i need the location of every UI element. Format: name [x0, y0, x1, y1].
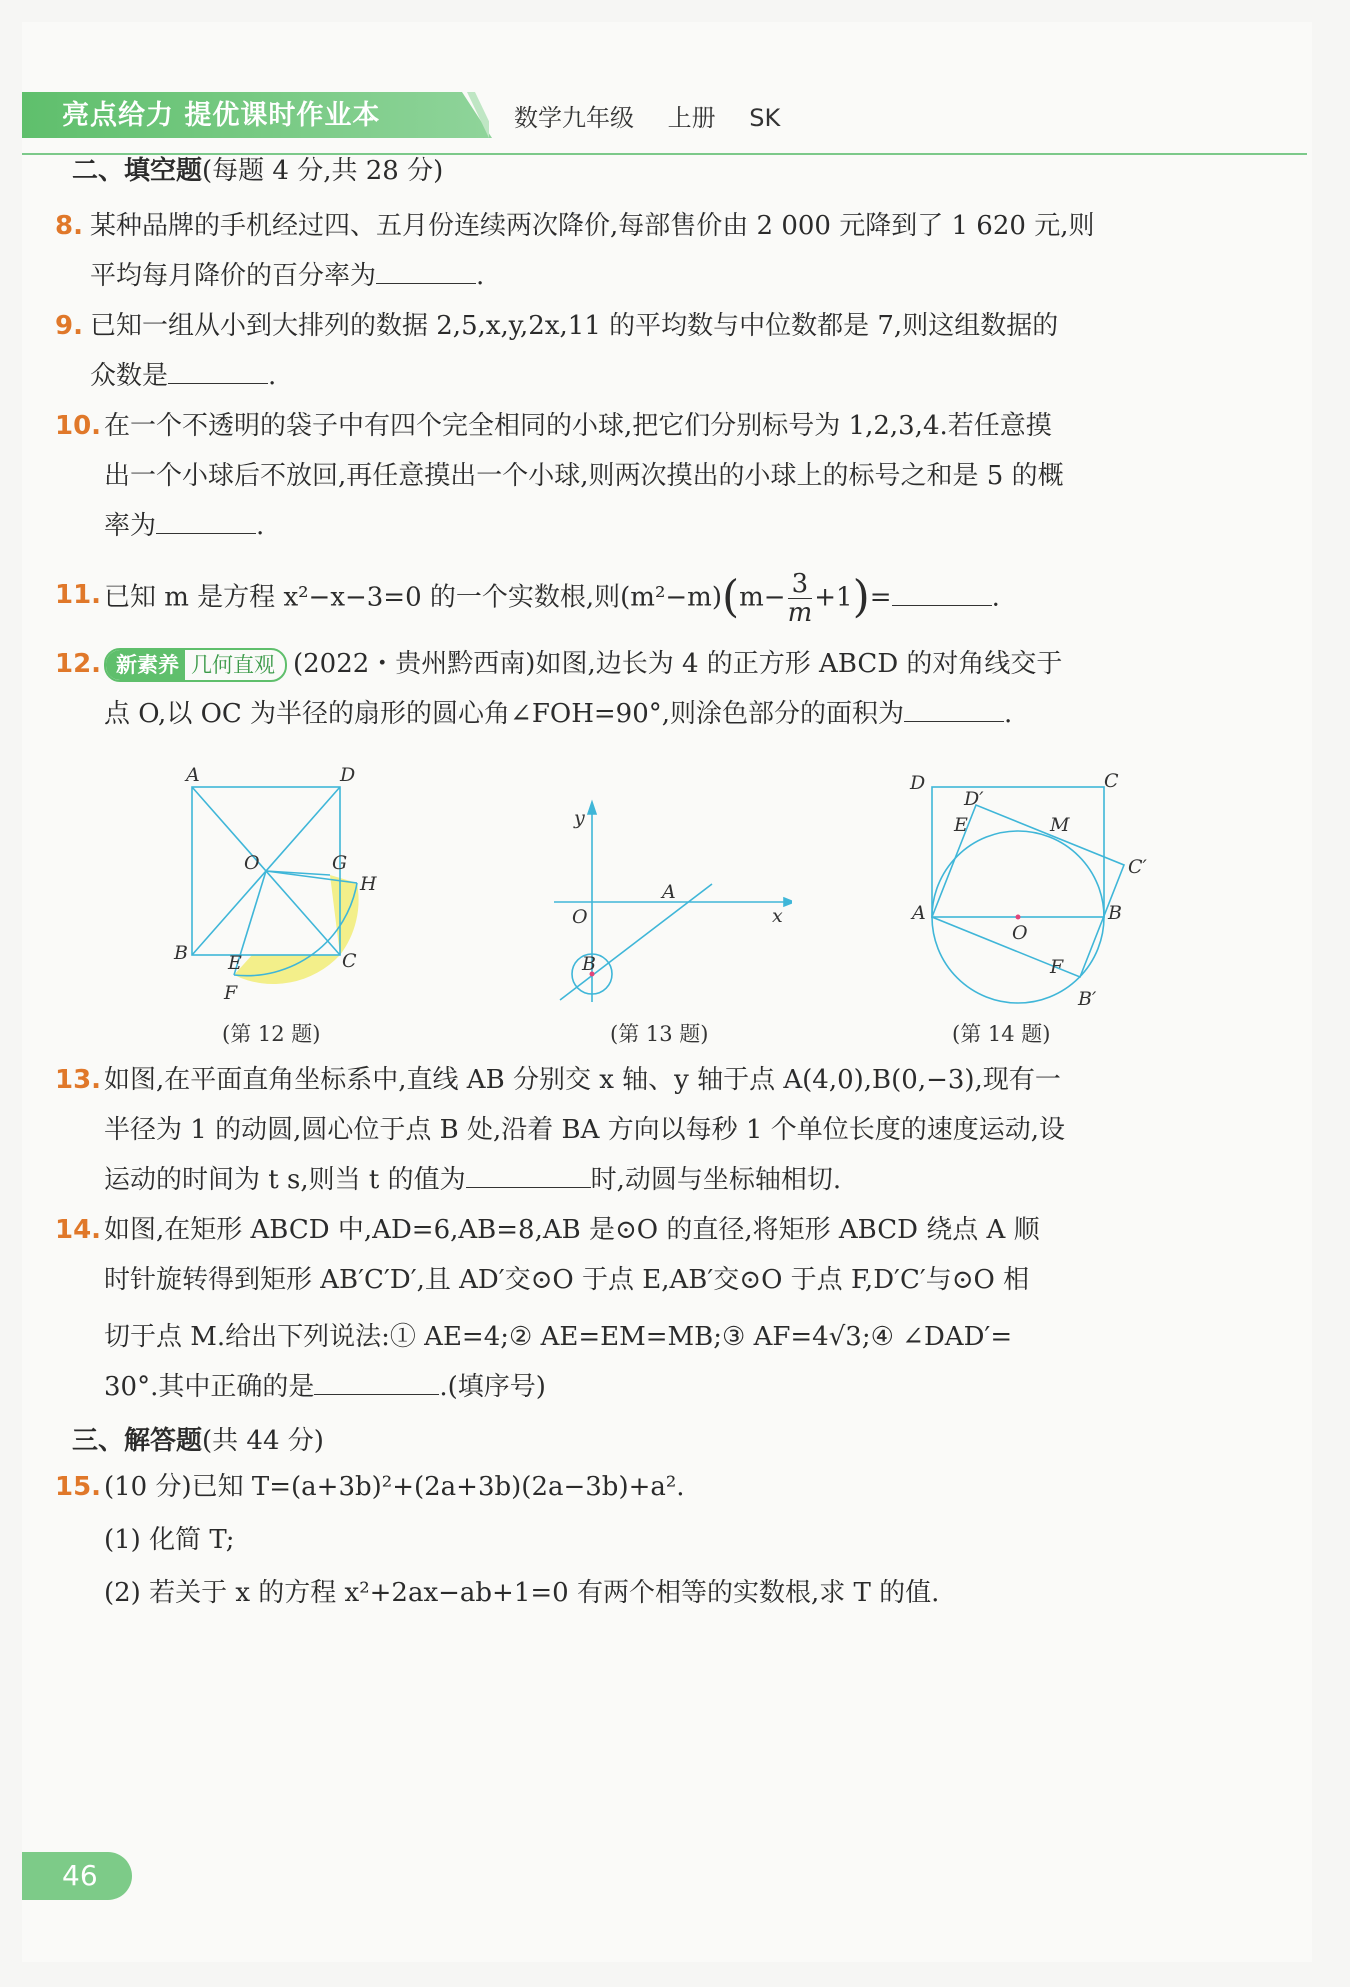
- question-10-line-3: [104, 501, 264, 551]
- question-13-text: 运动的时间为 t s,则当 t 的值为: [104, 1165, 466, 1195]
- label-f: F: [1050, 956, 1064, 978]
- question-15-part-2: (2) 若关于 x 的方程 x²+2ax−ab+1=0 有两个相等的实数根,求 T 的值.: [104, 1578, 940, 1608]
- page: [22, 22, 1312, 1962]
- question-14-line-2: 时针旋转得到矩形 AB′C′D′,且 AD′交⊙O 于点 E,AB′交⊙O 于点 F,D′C′与⊙O 相: [104, 1265, 1030, 1295]
- figure-13-caption: (第 13 题): [610, 1022, 709, 1046]
- label-a: A: [662, 881, 676, 903]
- label-x: x: [772, 905, 783, 927]
- figure-12-caption: (第 12 题): [222, 1022, 321, 1046]
- question-15-part-1: (1) 化简 T;: [104, 1525, 235, 1555]
- question-13-end: 时,动圆与坐标轴相切.: [590, 1165, 842, 1195]
- question-14-line-3: 切于点 M.给出下列说法:① AE=4;② AE=EM=MB;③ AF=4√3;④ ∠DAD′=: [104, 1322, 1013, 1352]
- question-15-number: 15.: [55, 1472, 102, 1502]
- volume-label: 上册: [667, 104, 716, 132]
- tag-secondary: 几何直观: [191, 653, 275, 677]
- section-2-heading: 二、填空题: [72, 156, 203, 186]
- label-b: B: [1108, 902, 1122, 924]
- question-11-pre: m−: [739, 582, 786, 613]
- point-o: [1016, 915, 1021, 920]
- answer-blank[interactable]: [466, 1157, 591, 1188]
- question-12-text-2: 点 O,以 OC 为半径的扇形的圆心角∠FOH=90°,则涂色部分的面积为: [104, 699, 905, 729]
- figure-14: [892, 747, 1152, 1012]
- figure-12: [172, 747, 442, 1007]
- question-14-number: 14.: [55, 1215, 102, 1245]
- question-9-line-2: [90, 351, 276, 401]
- question-12-line-2: [104, 689, 1012, 739]
- question-14-end: .(填序号): [439, 1372, 546, 1402]
- subject-label: 数学九年级: [514, 104, 634, 132]
- question-11-eq: =: [869, 582, 892, 613]
- label-o: O: [1012, 922, 1028, 944]
- question-8-end: .: [476, 261, 485, 291]
- question-14-line-1: 如图,在矩形 ABCD 中,AD=6,AB=8,AB 是⊙O 的直径,将矩形 ABCD 绕点 A 顺: [104, 1215, 1040, 1245]
- left-paren: (: [721, 571, 740, 623]
- page-number: 46: [62, 1859, 98, 1892]
- question-11-post: +1: [814, 582, 853, 613]
- label-o: O: [572, 906, 588, 928]
- label-h: H: [360, 873, 377, 895]
- label-b: B: [582, 953, 596, 975]
- answer-blank[interactable]: [892, 575, 992, 606]
- label-a: A: [186, 764, 200, 786]
- label-a: A: [912, 902, 926, 924]
- shaded-region-right: [330, 875, 359, 955]
- question-11-number: 11.: [55, 580, 102, 610]
- label-g: G: [332, 852, 348, 874]
- header-subject: [514, 100, 806, 136]
- label-o: O: [244, 852, 260, 874]
- answer-blank[interactable]: [168, 353, 268, 384]
- shaded-region-lower: [234, 955, 340, 984]
- question-13-number: 13.: [55, 1065, 102, 1095]
- answer-blank[interactable]: [904, 691, 1004, 722]
- y-axis-arrow: [588, 802, 596, 814]
- tag-primary: 新素养: [106, 650, 185, 680]
- answer-blank[interactable]: [376, 253, 476, 284]
- question-9-number: 9.: [55, 311, 83, 341]
- question-12-end: .: [1004, 699, 1013, 729]
- question-14-line-4: [104, 1362, 546, 1412]
- question-10-line-1: 在一个不透明的袋子中有四个完全相同的小球,把它们分别标号为 1,2,3,4.若任意摸: [104, 411, 1052, 441]
- label-b-prime: B′: [1078, 988, 1097, 1010]
- question-13-line-3: [104, 1155, 841, 1205]
- label-e: E: [954, 814, 968, 836]
- answer-blank[interactable]: [314, 1364, 439, 1395]
- question-12-number: 12.: [55, 649, 102, 679]
- question-14-text: 30°.其中正确的是: [104, 1372, 315, 1402]
- right-paren: ): [852, 571, 870, 623]
- label-c: C: [342, 950, 357, 972]
- label-m: M: [1050, 814, 1070, 836]
- question-8-line-1: 某种品牌的手机经过四、五月份连续两次降价,每部售价由 2 000 元降到了 1 620 元,则: [90, 211, 1095, 241]
- section-3-heading: 三、解答题: [72, 1426, 203, 1456]
- question-10-end: .: [256, 511, 265, 541]
- label-f: F: [224, 982, 238, 1004]
- question-8-number: 8.: [55, 211, 83, 241]
- header-brand: 亮点给力 提优课时作业本: [62, 100, 381, 131]
- question-10-number: 10.: [55, 411, 102, 441]
- question-11-text: 已知 m 是方程 x²−x−3=0 的一个实数根,则(m²−m): [104, 582, 722, 613]
- question-8-text: 平均每月降价的百分率为: [90, 261, 377, 291]
- question-13-line-2: 半径为 1 的动圆,圆心位于点 B 处,沿着 BA 方向以每秒 1 个单位长度的速度运动,设: [104, 1115, 1065, 1145]
- label-d: D: [910, 772, 926, 794]
- section-2-title: [72, 150, 443, 187]
- label-c: C: [1104, 770, 1119, 792]
- label-b: B: [174, 942, 188, 964]
- x-axis-arrow: [784, 898, 792, 906]
- question-10-line-2: 出一个小球后不放回,再任意摸出一个小球,则两次摸出的小球上的标号之和是 5 的概: [104, 461, 1064, 491]
- question-12-line-1: [104, 639, 1062, 689]
- label-e: E: [228, 952, 242, 974]
- figure-13: [552, 792, 792, 1007]
- section-3-note: (共 44 分): [202, 1426, 324, 1456]
- question-8-line-2: [90, 251, 484, 301]
- label-c-prime: C′: [1128, 856, 1147, 878]
- section-2-note: (每题 4 分,共 28 分): [202, 156, 444, 186]
- question-12-text: (2022・贵州黔西南)如图,边长为 4 的正方形 ABCD 的对角线交于: [293, 649, 1063, 679]
- answer-blank[interactable]: [156, 503, 256, 534]
- question-13-line-1: 如图,在平面直角坐标系中,直线 AB 分别交 x 轴、y 轴于点 A(4,0),B(0,−3),现有一: [104, 1065, 1061, 1095]
- question-9-line-1: 已知一组从小到大排列的数据 2,5,x,y,2x,11 的平均数与中位数都是 7,则这组数据的: [90, 311, 1059, 341]
- fraction-denominator: m: [787, 598, 813, 628]
- edition-label: SK: [749, 104, 781, 132]
- fraction: [788, 570, 813, 627]
- question-11-line: [104, 570, 1000, 627]
- question-15-line-1: (10 分)已知 T=(a+3b)²+(2a+3b)(2a−3b)+a².: [104, 1472, 685, 1502]
- label-d: D: [340, 764, 356, 786]
- page-number-badge: [22, 1852, 132, 1900]
- question-11-end: .: [991, 582, 1000, 613]
- figure-14-caption: (第 14 题): [952, 1022, 1051, 1046]
- literacy-tag: [104, 648, 287, 682]
- fraction-numerator: 3: [788, 570, 813, 599]
- question-10-text: 率为: [104, 511, 157, 541]
- question-9-text: 众数是: [90, 361, 169, 391]
- label-d-prime: D′: [964, 788, 984, 810]
- label-y: y: [574, 807, 585, 829]
- question-9-end: .: [268, 361, 277, 391]
- section-3-title: [72, 1420, 324, 1457]
